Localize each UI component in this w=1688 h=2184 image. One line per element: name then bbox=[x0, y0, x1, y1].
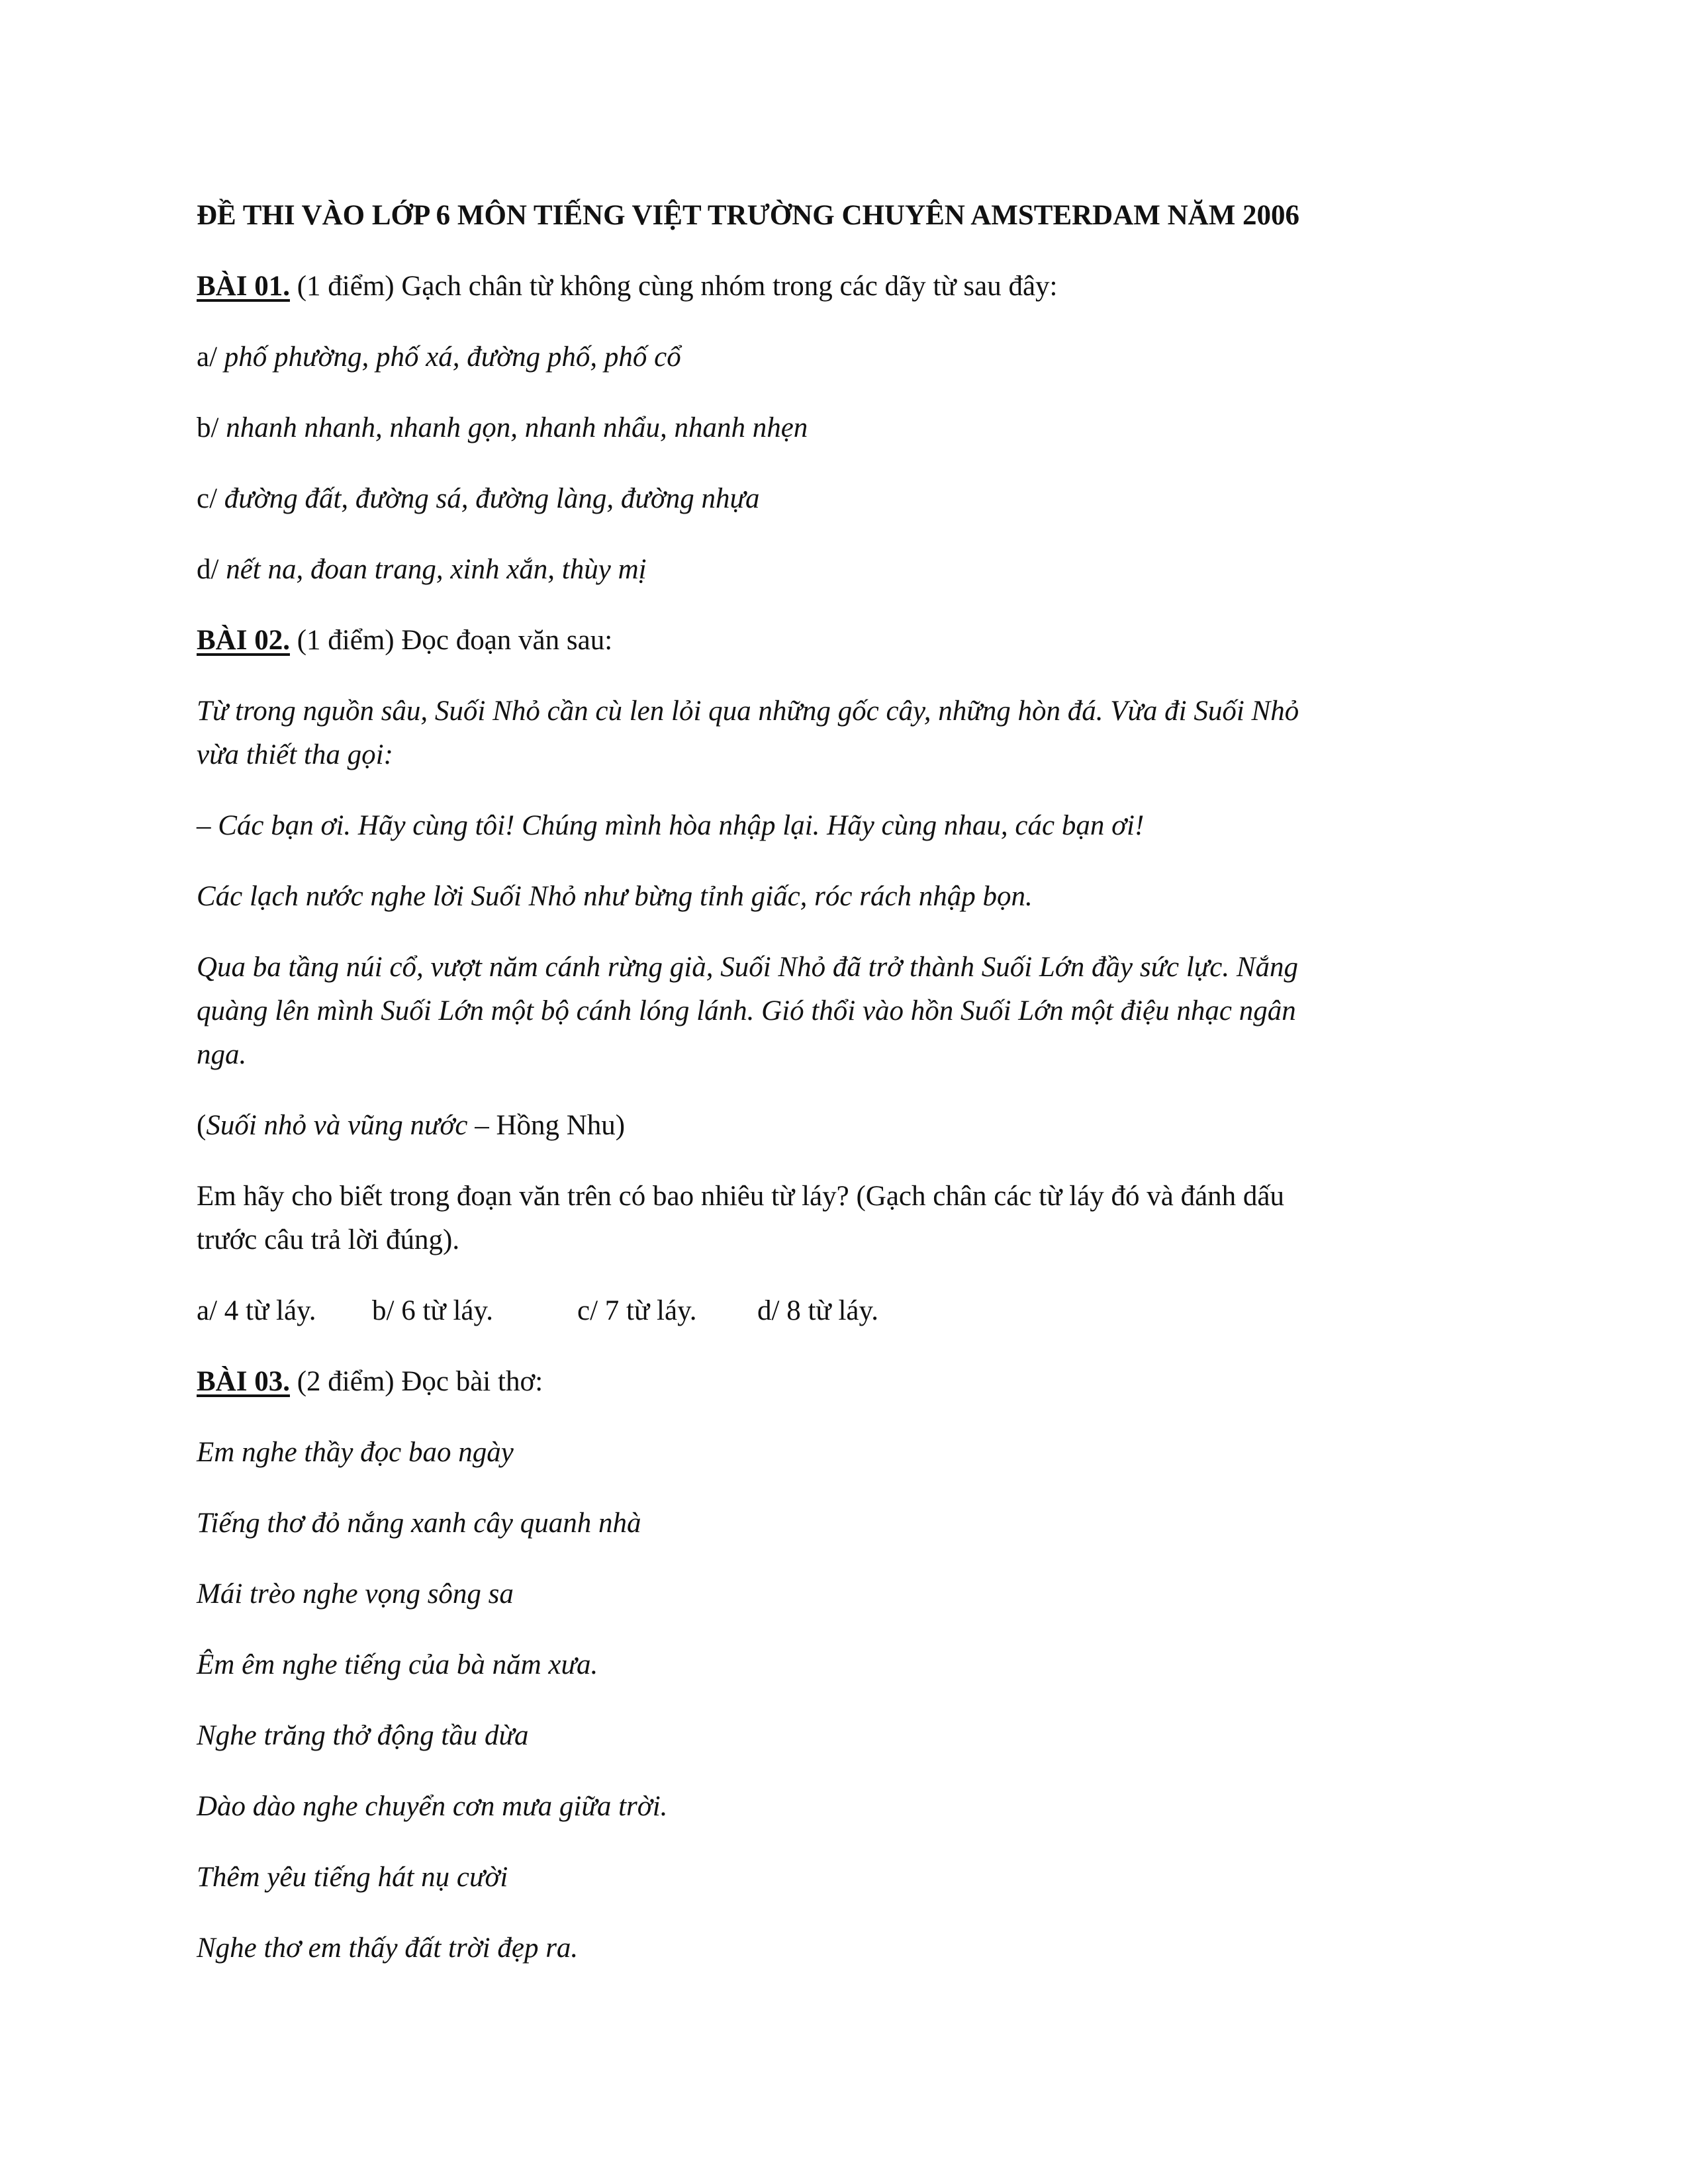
item-prefix: b/ bbox=[197, 412, 226, 443]
source-dash: – bbox=[467, 1110, 496, 1141]
item-text: phố phường, phố xá, đường phố, phố cổ bbox=[224, 341, 681, 373]
option-b: b/ 6 từ láy. bbox=[372, 1295, 493, 1326]
poem-line: Thêm yêu tiếng hát nụ cười bbox=[197, 1862, 508, 1893]
bai01-instruction: (1 điểm) Gạch chân từ không cùng nhóm trong các dãy từ sau đây: bbox=[289, 271, 1058, 302]
bai01-item-d bbox=[197, 548, 647, 592]
bai03-instruction: (2 điểm) Đọc bài thơ: bbox=[289, 1366, 543, 1397]
bai01-item-c bbox=[197, 477, 759, 521]
option-c: c/ 7 từ láy. bbox=[577, 1295, 697, 1326]
bai01-item-b bbox=[197, 406, 808, 450]
passage-line: vừa thiết tha gọi: bbox=[197, 739, 393, 770]
source-work: Suối nhỏ và vũng nước bbox=[206, 1110, 468, 1141]
poem-line: Mái trèo nghe vọng sông sa bbox=[197, 1578, 514, 1610]
passage-line: Các lạch nước nghe lời Suối Nhỏ như bừng tỉnh giấc, róc rách nhập bọn. bbox=[197, 881, 1033, 912]
bai01-heading bbox=[197, 265, 1057, 308]
answer-options bbox=[197, 1289, 878, 1333]
poem-line: Dào dào nghe chuyển cơn mưa giữa trời. bbox=[197, 1791, 668, 1822]
source-open: ( bbox=[197, 1110, 207, 1141]
item-text: nết na, đoan trang, xinh xắn, thùy mị bbox=[226, 554, 647, 585]
item-text: nhanh nhanh, nhanh gọn, nhanh nhẩu, nhanh nhẹn bbox=[226, 412, 808, 443]
source-close: ) bbox=[615, 1110, 626, 1141]
question-line: Em hãy cho biết trong đoạn văn trên có bao nhiêu từ láy? (Gạch chân các từ láy đó và đánh dấu bbox=[197, 1181, 1284, 1212]
poem-line: Nghe thơ em thấy đất trời đẹp ra. bbox=[197, 1933, 579, 1964]
poem-line: Êm êm nghe tiếng của bà năm xưa. bbox=[197, 1649, 598, 1680]
poem-line: Nghe trăng thở động tầu dừa bbox=[197, 1720, 529, 1751]
option-a: a/ 4 từ láy. bbox=[197, 1295, 316, 1326]
passage-line: Qua ba tầng núi cổ, vượt năm cánh rừng già, Suối Nhỏ đã trở thành Suối Lớn đầy sức lực. Nắng bbox=[197, 952, 1299, 983]
bai02-label: BÀI 02. bbox=[197, 625, 290, 656]
bai03-heading bbox=[197, 1360, 543, 1404]
bai01-item-a bbox=[197, 336, 681, 379]
passage-source bbox=[197, 1104, 625, 1148]
passage-line: quàng lên mình Suối Lớn một bộ cánh lóng lánh. Gió thổi vào hồn Suối Lớn một điệu nhạc ngân bbox=[197, 995, 1296, 1026]
bai03-label: BÀI 03. bbox=[197, 1366, 290, 1397]
poem-line: Tiếng thơ đỏ nắng xanh cây quanh nhà bbox=[197, 1508, 641, 1539]
source-author: Hồng Nhu bbox=[496, 1110, 616, 1141]
item-prefix: c/ bbox=[197, 483, 224, 514]
bai01-label: BÀI 01. bbox=[197, 271, 290, 302]
item-text: đường đất, đường sá, đường làng, đường nhựa bbox=[224, 483, 760, 514]
item-prefix: a/ bbox=[197, 341, 224, 373]
item-prefix: d/ bbox=[197, 554, 226, 585]
passage-line: – Các bạn ơi. Hãy cùng tôi! Chúng mình hòa nhập lại. Hãy cùng nhau, các bạn ơi! bbox=[197, 810, 1145, 841]
bai02-instruction: (1 điểm) Đọc đoạn văn sau: bbox=[289, 625, 613, 656]
passage-line: Từ trong nguồn sâu, Suối Nhỏ cần cù len lỏi qua những gốc cây, những hòn đá. Vừa đi Suối Nhỏ bbox=[197, 696, 1299, 727]
poem-line: Em nghe thầy đọc bao ngày bbox=[197, 1437, 514, 1468]
question-line: trước câu trả lời đúng). bbox=[197, 1224, 460, 1255]
option-d: d/ 8 từ láy. bbox=[757, 1295, 878, 1326]
page-title: ĐỀ THI VÀO LỚP 6 MÔN TIẾNG VIỆT TRƯỜNG CHUYÊN AMSTERDAM NĂM 2006 bbox=[197, 200, 1300, 231]
bai02-heading bbox=[197, 619, 612, 662]
passage-line: nga. bbox=[197, 1039, 247, 1070]
